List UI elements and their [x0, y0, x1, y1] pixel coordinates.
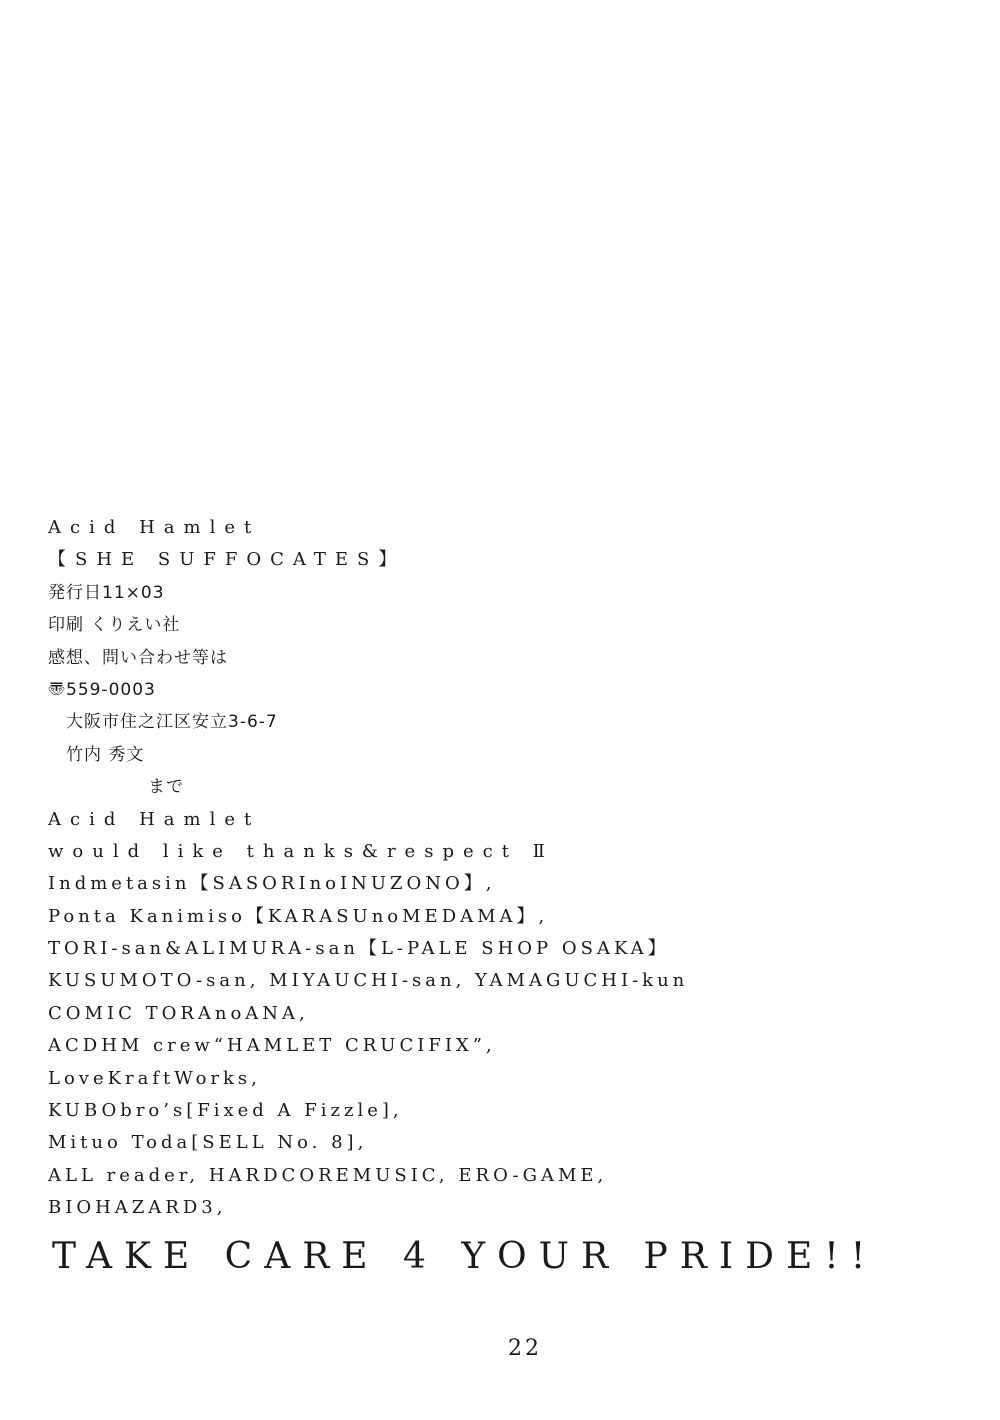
- thanks-line: TORI-san&ALIMURA-san【L-PALE SHOP OSAKA】: [48, 938, 670, 960]
- thanks-intro: would like thanks&respect Ⅱ: [48, 840, 554, 862]
- issue-date: 発行日11×03: [48, 582, 165, 603]
- thanks-line: Mituo Toda[SELL No. 8],: [48, 1132, 368, 1154]
- made-suffix: まで: [148, 777, 184, 798]
- thanks-line: ALL reader, HARDCOREMUSIC, ERO-GAME,: [48, 1164, 608, 1186]
- thanks-line: BIOHAZARD3,: [48, 1197, 227, 1219]
- thanks-line: COMIC TORAnoANA,: [48, 1002, 309, 1024]
- book-title: 【SHE SUFFOCATES】: [48, 549, 406, 571]
- page-number: 22: [508, 1336, 542, 1361]
- thanks-line: Indmetasin【SASORInoINUZONO】,: [48, 873, 496, 895]
- thanks-line: Ponta Kanimiso【KARASUnoMEDAMA】,: [48, 905, 549, 927]
- printer: 印刷 くりえい社: [48, 615, 181, 636]
- thanks-line: LoveKraftWorks,: [48, 1067, 261, 1089]
- circle-name: Acid Hamlet: [48, 517, 261, 538]
- thanks-line: ACDHM crew“HAMLET CRUCIFIX”,: [48, 1035, 496, 1057]
- address: 大阪市住之江区安立3-6-7: [66, 712, 278, 733]
- thanks-circle: Acid Hamlet: [48, 808, 261, 830]
- colophon: [48, 512, 948, 1225]
- contact-name: 竹内 秀文: [66, 744, 145, 765]
- postal-code: 〠559-0003: [48, 679, 156, 700]
- thanks-line: KUSUMOTO-san, MIYAUCHI-san, YAMAGUCHI-kun: [48, 970, 689, 992]
- tagline: TAKE CARE 4 YOUR PRIDE!!: [52, 1236, 878, 1277]
- contact-intro: 感想、問い合わせ等は: [48, 647, 228, 668]
- thanks-line: KUBObro’s[Fixed A Fizzle],: [48, 1100, 403, 1122]
